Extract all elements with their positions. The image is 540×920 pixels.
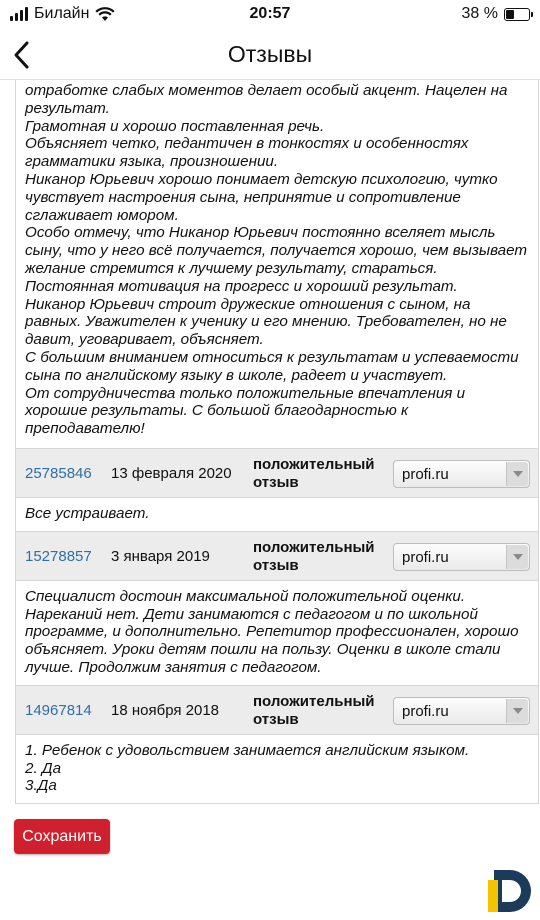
review-header xyxy=(16,531,538,581)
status-right xyxy=(462,5,530,23)
save-button[interactable]: Сохранить xyxy=(14,819,110,854)
review-card xyxy=(15,448,539,531)
review-line: Никанор Юрьевич хорошо понимает детскую психологию, чутко чувствует настроения сына, непринятие и сопротивление сглаживает юмором. xyxy=(25,170,498,224)
carrier-label: Билайн xyxy=(34,5,90,22)
review-line: отработке слабых моментов делает особый акцент. Нацелен на результат. xyxy=(25,82,508,117)
review-line: 2. Да xyxy=(25,759,62,777)
reviews-list xyxy=(15,80,539,804)
review-body xyxy=(16,498,538,531)
brand-logo xyxy=(486,866,536,916)
review-card xyxy=(15,531,539,685)
review-date: 18 ноября 2018 xyxy=(111,701,220,719)
review-source-select[interactable] xyxy=(393,543,530,571)
review-type: положительный отзыв xyxy=(253,538,375,574)
review-line: С большим вниманием относиться к результатам и успеваемости сына по английскому языку в школе, радеет и участвует. xyxy=(25,348,519,384)
review-id-link[interactable]: 14967814 xyxy=(25,701,92,719)
review-source-value: profi.ru xyxy=(402,548,449,566)
status-time: 20:57 xyxy=(249,5,291,22)
review-line: 3.Да xyxy=(25,777,57,795)
navigation-bar xyxy=(0,30,540,80)
review-id-link[interactable]: 25785846 xyxy=(25,464,92,482)
chevron-down-icon xyxy=(506,462,528,486)
review-line: Специалист достоин максимальной положительной оценки. Нареканий нет. Дети занимаются с педагогом и по школьной программе, и дополнительно. Репетитор профессионален, хорошо объясняет. Уроки детям пошли на пользу. Оценки в школе стали лучше. Продолжим занятия с педагогом. xyxy=(25,587,519,676)
review-line: Все устраивает. xyxy=(25,504,150,522)
review-type: положительный отзыв xyxy=(253,455,375,491)
review-type: положительный отзыв xyxy=(253,692,375,728)
review-line: Объясняет четко, педантичен в тонкостях и особенностях грамматики языка, произношении. xyxy=(25,135,469,171)
status-bar xyxy=(0,0,540,30)
review-line: Грамотная и хорошо поставленная речь. xyxy=(25,117,325,135)
chevron-down-icon xyxy=(506,545,528,569)
review-line: Особо отмечу, что Никанор Юрьевич постоянно вселяет мысль сыну, что у него всё получается, получается хорошо, чем вызывает желание стремится к лучшему результату, стараться. Постоянная мотивация на прогресс и хороший результат. xyxy=(25,224,528,295)
review-body-intro xyxy=(15,80,539,448)
review-line: От сотрудничества только положительные впечатления и хорошие результаты. С большой благодарностью к преподавателю! xyxy=(25,384,466,438)
review-text xyxy=(16,80,538,448)
review-line: Никанор Юрьевич строит дружеские отношения с сыном, на равных. Уважителен к ученику и его мнению. Требователен, но не давит, уговаривает, объясняет. xyxy=(25,295,507,349)
review-source-select[interactable] xyxy=(393,697,530,725)
review-source-value: profi.ru xyxy=(402,702,449,720)
review-body xyxy=(16,581,538,685)
battery-icon xyxy=(504,8,530,21)
battery-percent: 38 % xyxy=(461,5,498,22)
review-header xyxy=(16,685,538,735)
review-line: 1. Ребенок с удовольствием занимается английским языком. xyxy=(25,741,470,759)
page-title: Отзывы xyxy=(227,41,313,67)
review-header xyxy=(16,448,538,498)
review-source-select[interactable] xyxy=(393,460,530,488)
review-card xyxy=(15,685,539,804)
review-source-value: profi.ru xyxy=(402,465,449,483)
review-id-link[interactable]: 15278857 xyxy=(25,547,92,565)
review-date: 3 января 2019 xyxy=(111,547,210,565)
review-body xyxy=(16,735,538,803)
chevron-down-icon xyxy=(506,699,528,723)
review-date: 13 февраля 2020 xyxy=(111,464,232,482)
